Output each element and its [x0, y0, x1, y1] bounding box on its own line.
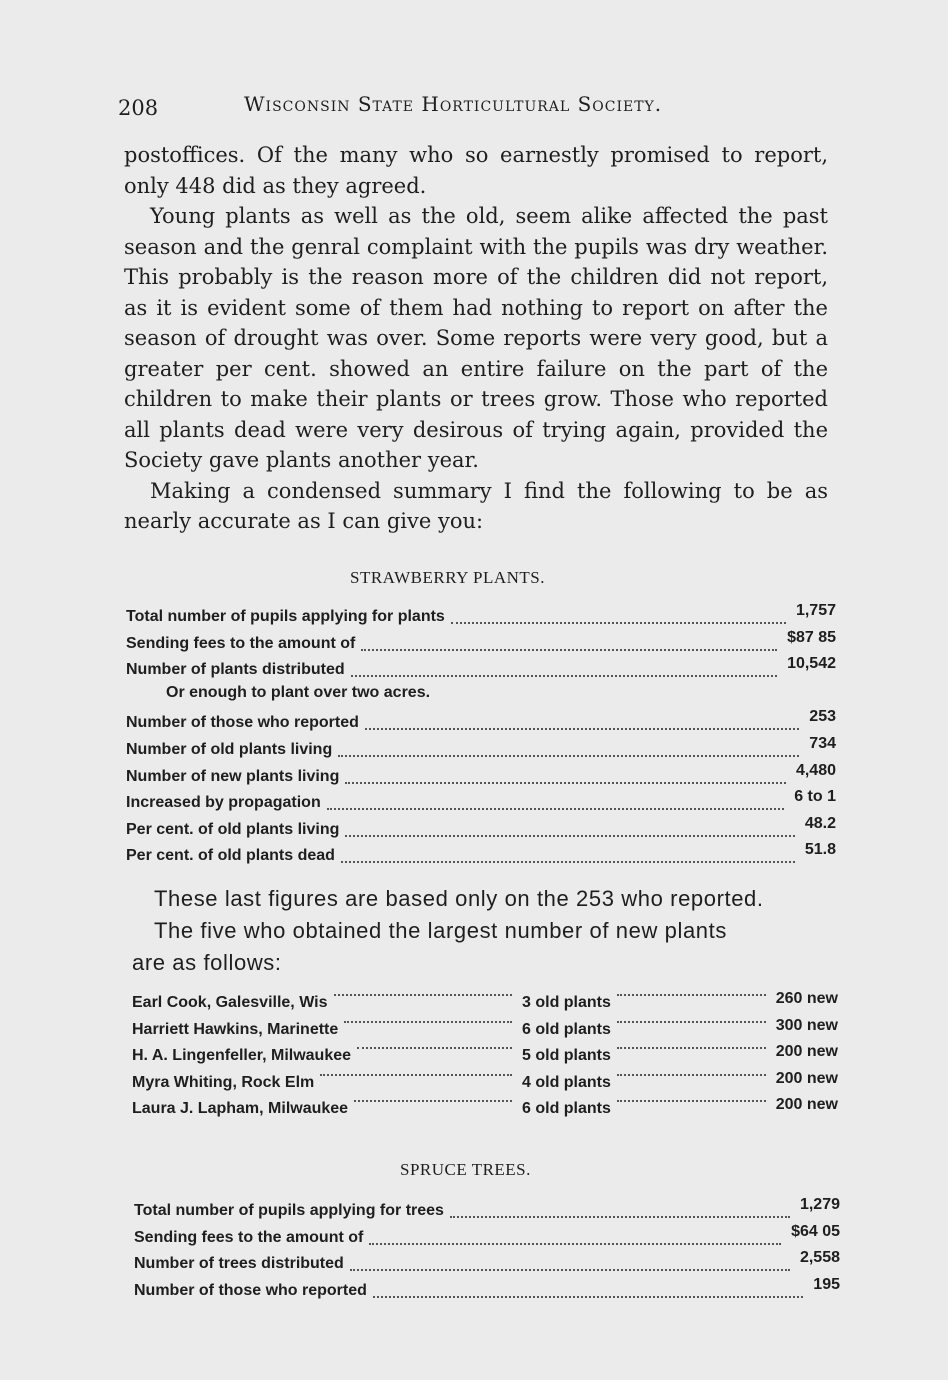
row-value: 4,480 [795, 761, 836, 779]
table-row-note [126, 682, 836, 709]
strawberry-section-title: STRAWBERRY PLANTS. [350, 568, 545, 587]
dot-leader [351, 675, 777, 677]
list-item [132, 1096, 838, 1123]
table-row [126, 762, 836, 789]
old-plants: 3 old plants [522, 994, 611, 1011]
row-label: Per cent. of old plants dead [126, 847, 335, 865]
spruce-table [134, 1196, 840, 1302]
dot-leader [450, 1216, 790, 1218]
dot-leader [327, 808, 784, 810]
page-header [118, 90, 838, 126]
dot-leader [617, 1074, 766, 1076]
dot-leader [345, 782, 786, 784]
dot-leader [617, 1100, 766, 1102]
dot-leader [345, 835, 795, 837]
table-row [134, 1196, 840, 1223]
dot-leader [369, 1243, 781, 1245]
table-row [126, 602, 836, 629]
list-item [132, 1017, 838, 1044]
strawberry-table [126, 602, 836, 868]
row-value: 51.8 [804, 841, 836, 859]
dot-leader [451, 622, 786, 624]
pupil-name: H. A. Lingenfeller, Milwaukee [132, 1047, 352, 1064]
dot-leader [365, 728, 799, 730]
dot-leader [617, 1021, 766, 1023]
old-plants: 4 old plants [522, 1073, 611, 1091]
note-line: These last figures are based only on the 253 who reported. [154, 886, 764, 911]
pupil-name: Harriett Hawkins, Marinette [132, 1020, 339, 1038]
row-value: 253 [809, 708, 836, 726]
row-value: 6 to 1 [794, 788, 836, 806]
row-label: Sending fees to the amount of [134, 1228, 364, 1246]
running-head: Wisconsin State Horticultural Society. [244, 92, 663, 116]
paragraph: Young plants as well as the old, seem alike affected the past season and the genral complaint with the pupils was dry weather. This probably is the reason more of the children did not report, as it is evident some of them had nothing to report on after the season of drought was over. Some reports were very good, but a greater per cent. showed an entire failure on the part of the children to make their plants or trees grow. Those who reported all plants dead were very desirous of trying again, provided the Society gave plants another year. [124, 204, 828, 472]
new-plants: 200 new [775, 1069, 838, 1087]
old-plants: 6 old plants [522, 1020, 611, 1038]
pupil-name: Earl Cook, Galesville, Wis [132, 994, 328, 1011]
dot-leader [354, 1100, 512, 1102]
row-value: 1,279 [799, 1196, 840, 1213]
list-item [132, 990, 838, 1017]
row-value: 48.2 [804, 814, 836, 832]
row-value: 2,558 [799, 1249, 840, 1267]
results-note [132, 883, 844, 979]
new-plants: 260 new [775, 990, 838, 1007]
dot-leader [373, 1296, 803, 1298]
row-label: Increased by propagation [126, 794, 321, 812]
page-number: 208 [118, 96, 159, 120]
dot-leader [344, 1021, 512, 1023]
row-label: Sending fees to the amount of [126, 634, 356, 652]
new-plants: 200 new [775, 1043, 838, 1060]
table-row [134, 1249, 840, 1276]
dot-leader [334, 994, 512, 996]
dot-leader [361, 649, 777, 651]
dot-leader [617, 994, 766, 996]
spruce-section-title: SPRUCE TREES. [400, 1160, 531, 1179]
body-text [124, 140, 828, 537]
old-plants: 5 old plants [522, 1047, 611, 1064]
row-label: Number of new plants living [126, 767, 340, 785]
table-row [126, 788, 836, 815]
row-label: Number of trees distributed [134, 1255, 344, 1273]
dot-leader [341, 861, 795, 863]
table-row [126, 629, 836, 656]
paragraph: postoffices. Of the many who so earnestly promised to report, only 448 did as they agreed. [124, 143, 828, 198]
table-row [126, 841, 836, 868]
old-plants: 6 old plants [522, 1100, 611, 1117]
table-row [126, 655, 836, 682]
row-value: $87 85 [787, 628, 836, 646]
row-label: Number of those who reported [134, 1281, 367, 1299]
row-label: Number of plants distributed [126, 661, 345, 679]
table-row [134, 1276, 840, 1303]
pupil-name: Myra Whiting, Rock Elm [132, 1073, 315, 1091]
table-row [126, 735, 836, 762]
row-value: 195 [813, 1275, 840, 1293]
top-five-list [132, 990, 838, 1123]
row-label: Number of those who reported [126, 714, 359, 732]
paragraph: Making a condensed summary I find the following to be as nearly accurate as I can give you: [124, 478, 828, 533]
new-plants: 300 new [775, 1016, 838, 1034]
note-line: The five who obtained the largest number of new plants [154, 918, 727, 943]
dot-leader [350, 1269, 790, 1271]
row-value: 1,757 [795, 602, 836, 619]
row-label: Number of old plants living [126, 740, 333, 758]
table-row [134, 1223, 840, 1250]
row-label: Or enough to plant over two acres. [166, 683, 431, 701]
row-value: 734 [809, 734, 836, 752]
row-label: Total number of pupils applying for plants [126, 608, 445, 625]
list-item [132, 1043, 838, 1070]
row-value: $64 05 [791, 1222, 840, 1240]
dot-leader [320, 1074, 512, 1076]
dot-leader [338, 755, 799, 757]
pupil-name: Laura J. Lapham, Milwaukee [132, 1100, 349, 1117]
list-item [132, 1070, 838, 1097]
new-plants: 200 new [775, 1096, 838, 1113]
row-label: Total number of pupils applying for trees [134, 1202, 444, 1219]
row-label: Per cent. of old plants living [126, 820, 340, 838]
dot-leader [357, 1047, 512, 1049]
dot-leader [617, 1047, 766, 1049]
table-row [126, 815, 836, 842]
table-row [126, 708, 836, 735]
note-line: are as follows: [132, 950, 282, 975]
row-value: 10,542 [787, 655, 836, 673]
